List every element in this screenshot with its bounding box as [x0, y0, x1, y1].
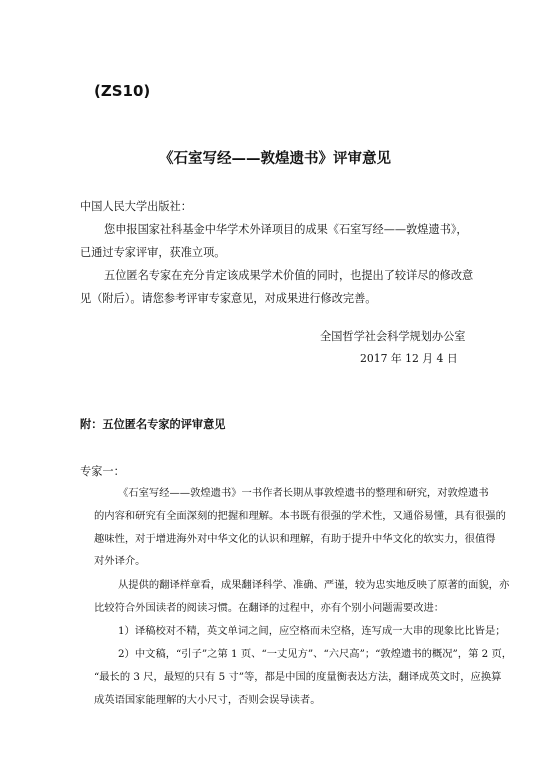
expert1-para1-line3: 趣味性，对于增进海外对中华文化的认识和理解，有助于提升中华文化的软实力，很值得: [94, 533, 496, 545]
expert1-item2-line3: 成英语国家能理解的大小尺寸，否则会误导读者。: [94, 694, 321, 706]
document-title: 《石室写经——敦煌遗书》评审意见: [159, 151, 391, 167]
expert1-item1: 1）译稿校对不精，英文单词之间，应空格而未空格，连写成一大串的现象比比皆是；: [118, 625, 506, 637]
expert1-para1-line1: 《石室写经——敦煌遗书》一书作者长期从事敦煌遗书的整理和研究，对敦煌遗书: [118, 487, 489, 499]
document-code: (ZS10): [94, 82, 151, 100]
expert1-para1-line4: 对外译介。: [94, 555, 146, 567]
appendix-heading: 附：五位匿名专家的评审意见: [80, 418, 226, 431]
issuer: 全国哲学社会科学规划办公室: [320, 330, 466, 343]
expert1-para1-line2: 的内容和研究有全面深刻的把握和理解。本书既有很强的学术性，又通俗易懂，具有很强的: [94, 510, 506, 522]
expert1-item2-line1: 2）中文稿，“引子”之第 1 页、“一丈见方”、“六尺高”；“敦煌遗书的概况”，第 2 页，: [118, 648, 513, 660]
para1-line2: 已通过专家评审，获准立项。: [80, 246, 226, 259]
expert-heading: 专家一：: [80, 465, 125, 478]
expert1-para2-line1: 从提供的翻译样章看，成果翻译科学、准确、严谨，较为忠实地反映了原著的面貌，亦: [118, 579, 510, 591]
expert1-item2-line2: “最长的 3 尺，最短的只有 5 寸”等，都是中国的度量衡表达方法，翻译成英文时，应换算: [94, 671, 502, 683]
expert1-para2-line2: 比较符合外国读者的阅读习惯。在翻译的过程中，亦有个别小问题需要改进：: [94, 602, 445, 614]
para2-line2: 见（附后）。请您参考评审专家意见，对成果进行修改完善。: [80, 292, 377, 305]
para1-line1: 您申报国家社科基金中华学术外译项目的成果《石室写经——敦煌遗书》，: [104, 223, 468, 236]
addressee: 中国人民大学出版社：: [80, 200, 192, 213]
para2-line1: 五位匿名专家在充分肯定该成果学术价值的同时，也提出了较详尽的修改意: [104, 269, 474, 282]
issue-date: 2017 年 12 月 4 日: [360, 352, 458, 365]
